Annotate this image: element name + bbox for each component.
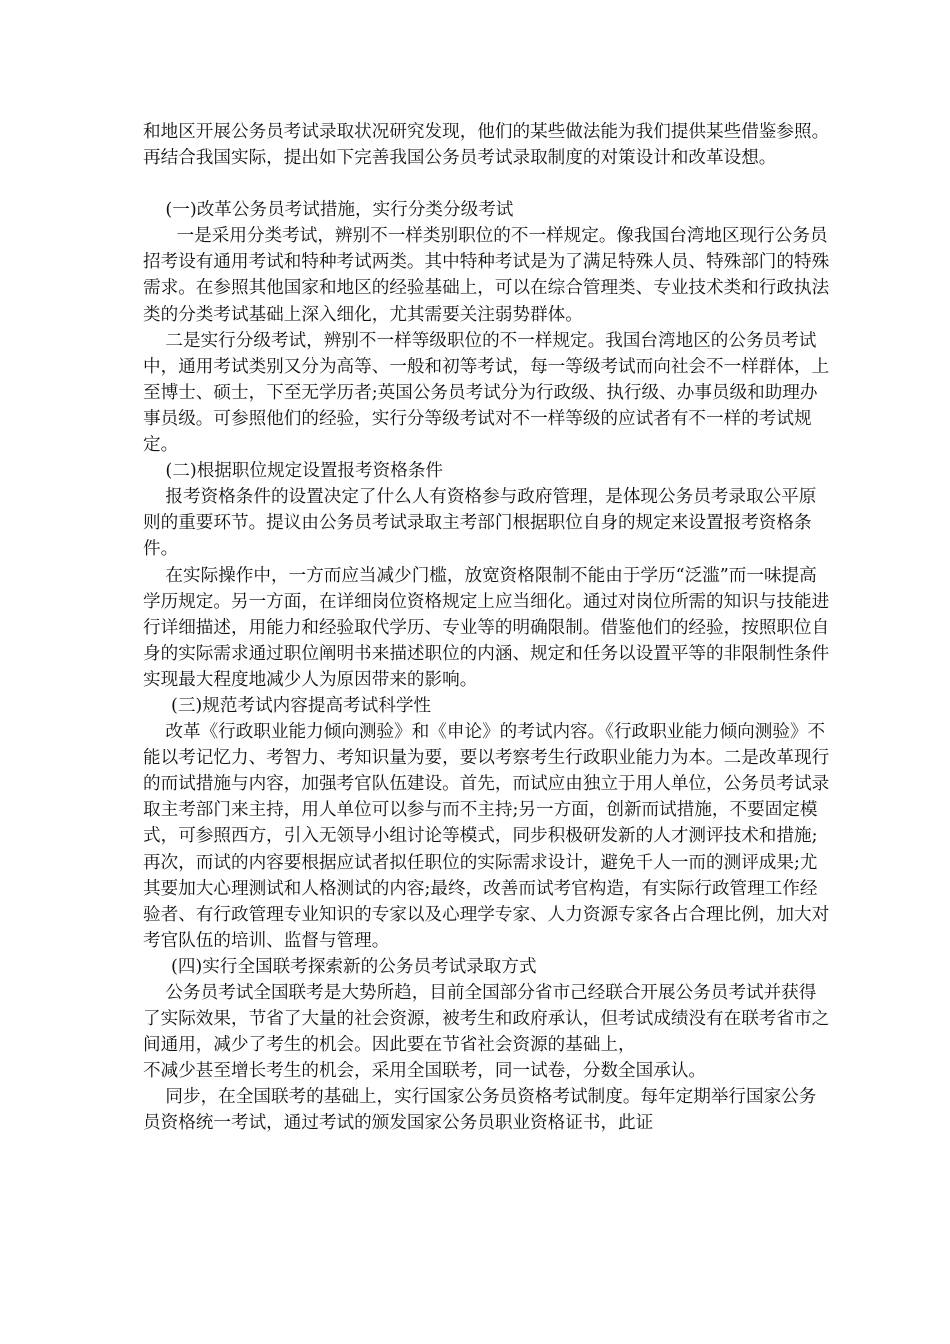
paragraph-intro: 和地区开展公务员考试录取状况研究发现，他们的某些做法能为我们提供某些借鉴参照。再结合我国实际，提出如下完善我国公务员考试录取制度的对策设计和改革设想。 [143,122,830,169]
heading-section-4: (四)实行全国联考探索新的公务员考试录取方式 [143,956,537,977]
document-body [143,119,833,1137]
paragraph-graded-exam: 二是实行分级考试，辨别不一样等级职位的不一样规定。我国台湾地区的公务员考试中，通用考试类别又分为高等、一般和初等考试，每一等级考试而向社会不一样群体，上至博士、硕士，下至无学历者;英国公务员考试分为行政级、执行级、办事员级和助理办事员级。可参照他们的经验，实行分等级考试对不一样等级的应试者有不一样的考试规定。 [143,330,830,456]
paragraph-qualification-conditions: 报考资格条件的设置决定了什么人有资格参与政府管理，是体现公务员考录取公平原则的重要环节。提议由公务员考试录取主考部门根据职位自身的规定来设置报考资格条件。 [143,487,817,560]
paragraph-practical-operation: 在实际操作中，一方而应当减少门槛，放宽资格限制不能由于学历“泛滥”而一味提高学历规定。另一方面，在详细岗位资格规定上应当细化。通过对岗位所需的知识与技能进行详细描述，用能力和经验取代学历、专业等的明确限制。借鉴他们的经验，按照职位自身的实际需求通过职位阐明书来描述职位的内涵、规定和任务以设置平等的非限制性条件实现最大程度地减少人为原因带来的影响。 [143,565,830,690]
blank-line [143,171,833,197]
heading-section-3: (三)规范考试内容提高考试科学性 [143,695,432,716]
paragraph-joint-exam: 公务员考试全国联考是大势所趋，目前全国部分省市己经联合开展公务员考试并获得了实际效果，节省了大量的社会资源，被考生和政府承认，但考试成绩没有在联考省市之间通用，减少了考生的机会。因此要在节省社会资源的基础上， [143,983,830,1056]
heading-section-2: (二)根据职位规定设置报考资格条件 [143,461,444,482]
paragraph-joint-exam-continued: 不减少甚至增长考生的机会，采用全国联考，同一试卷，分数全国承认。 [143,1061,707,1082]
paragraph-classified-exam: 一是采用分类考试，辨别不一样类别职位的不一样规定。像我国台湾地区现行公务员招考设有通用考试和特种考试两类。其中特种考试是为了满足特殊人员、特殊部门的特殊需求。在参照其他国家和地区的经验基础上，可以在综合管理类、专业技术类和行政执法类的分类考试基础上深入细化，尤其需要关注弱势群体。 [143,226,830,325]
paragraph-qualification-exam-system: 同步，在全国联考的基础上，实行国家公务员资格考试制度。每年定期举行国家公务员资格统一考试，通过考试的颁发国家公务员职业资格证书，此证 [143,1087,817,1134]
paragraph-exam-content-reform: 改革《行政职业能力倾向测验》和《申论》的考试内容。《行政职业能力倾向测验》不能以考记忆力、考智力、考知识量为要，要以考察考生行政职业能力为本。二是改革现行的而试措施与内容，加强考官队伍建设。首先，而试应由独立于用人单位，公务员考试录取主考部门来主持，用人单位可以参与而不主持;另一方面，创新而试措施，不要固定模式，可参照西方，引入无领导小组讨论等模式，同步积极研发新的人才测评技术和措施;再次，而试的内容要根据应试者拟任职位的实际需求设计，避免千人一而的测评成果;尤其要加大心理测试和人格测试的内容;最终，改善而试考官构造，有实际行政管理工作经验者、有行政管理专业知识的专家以及心理学专家、人力资源专家各占合理比例，加大对考官队伍的培训、监督与管理。 [143,722,830,951]
heading-section-1: (一)改革公务员考试措施，实行分类分级考试 [143,200,514,221]
